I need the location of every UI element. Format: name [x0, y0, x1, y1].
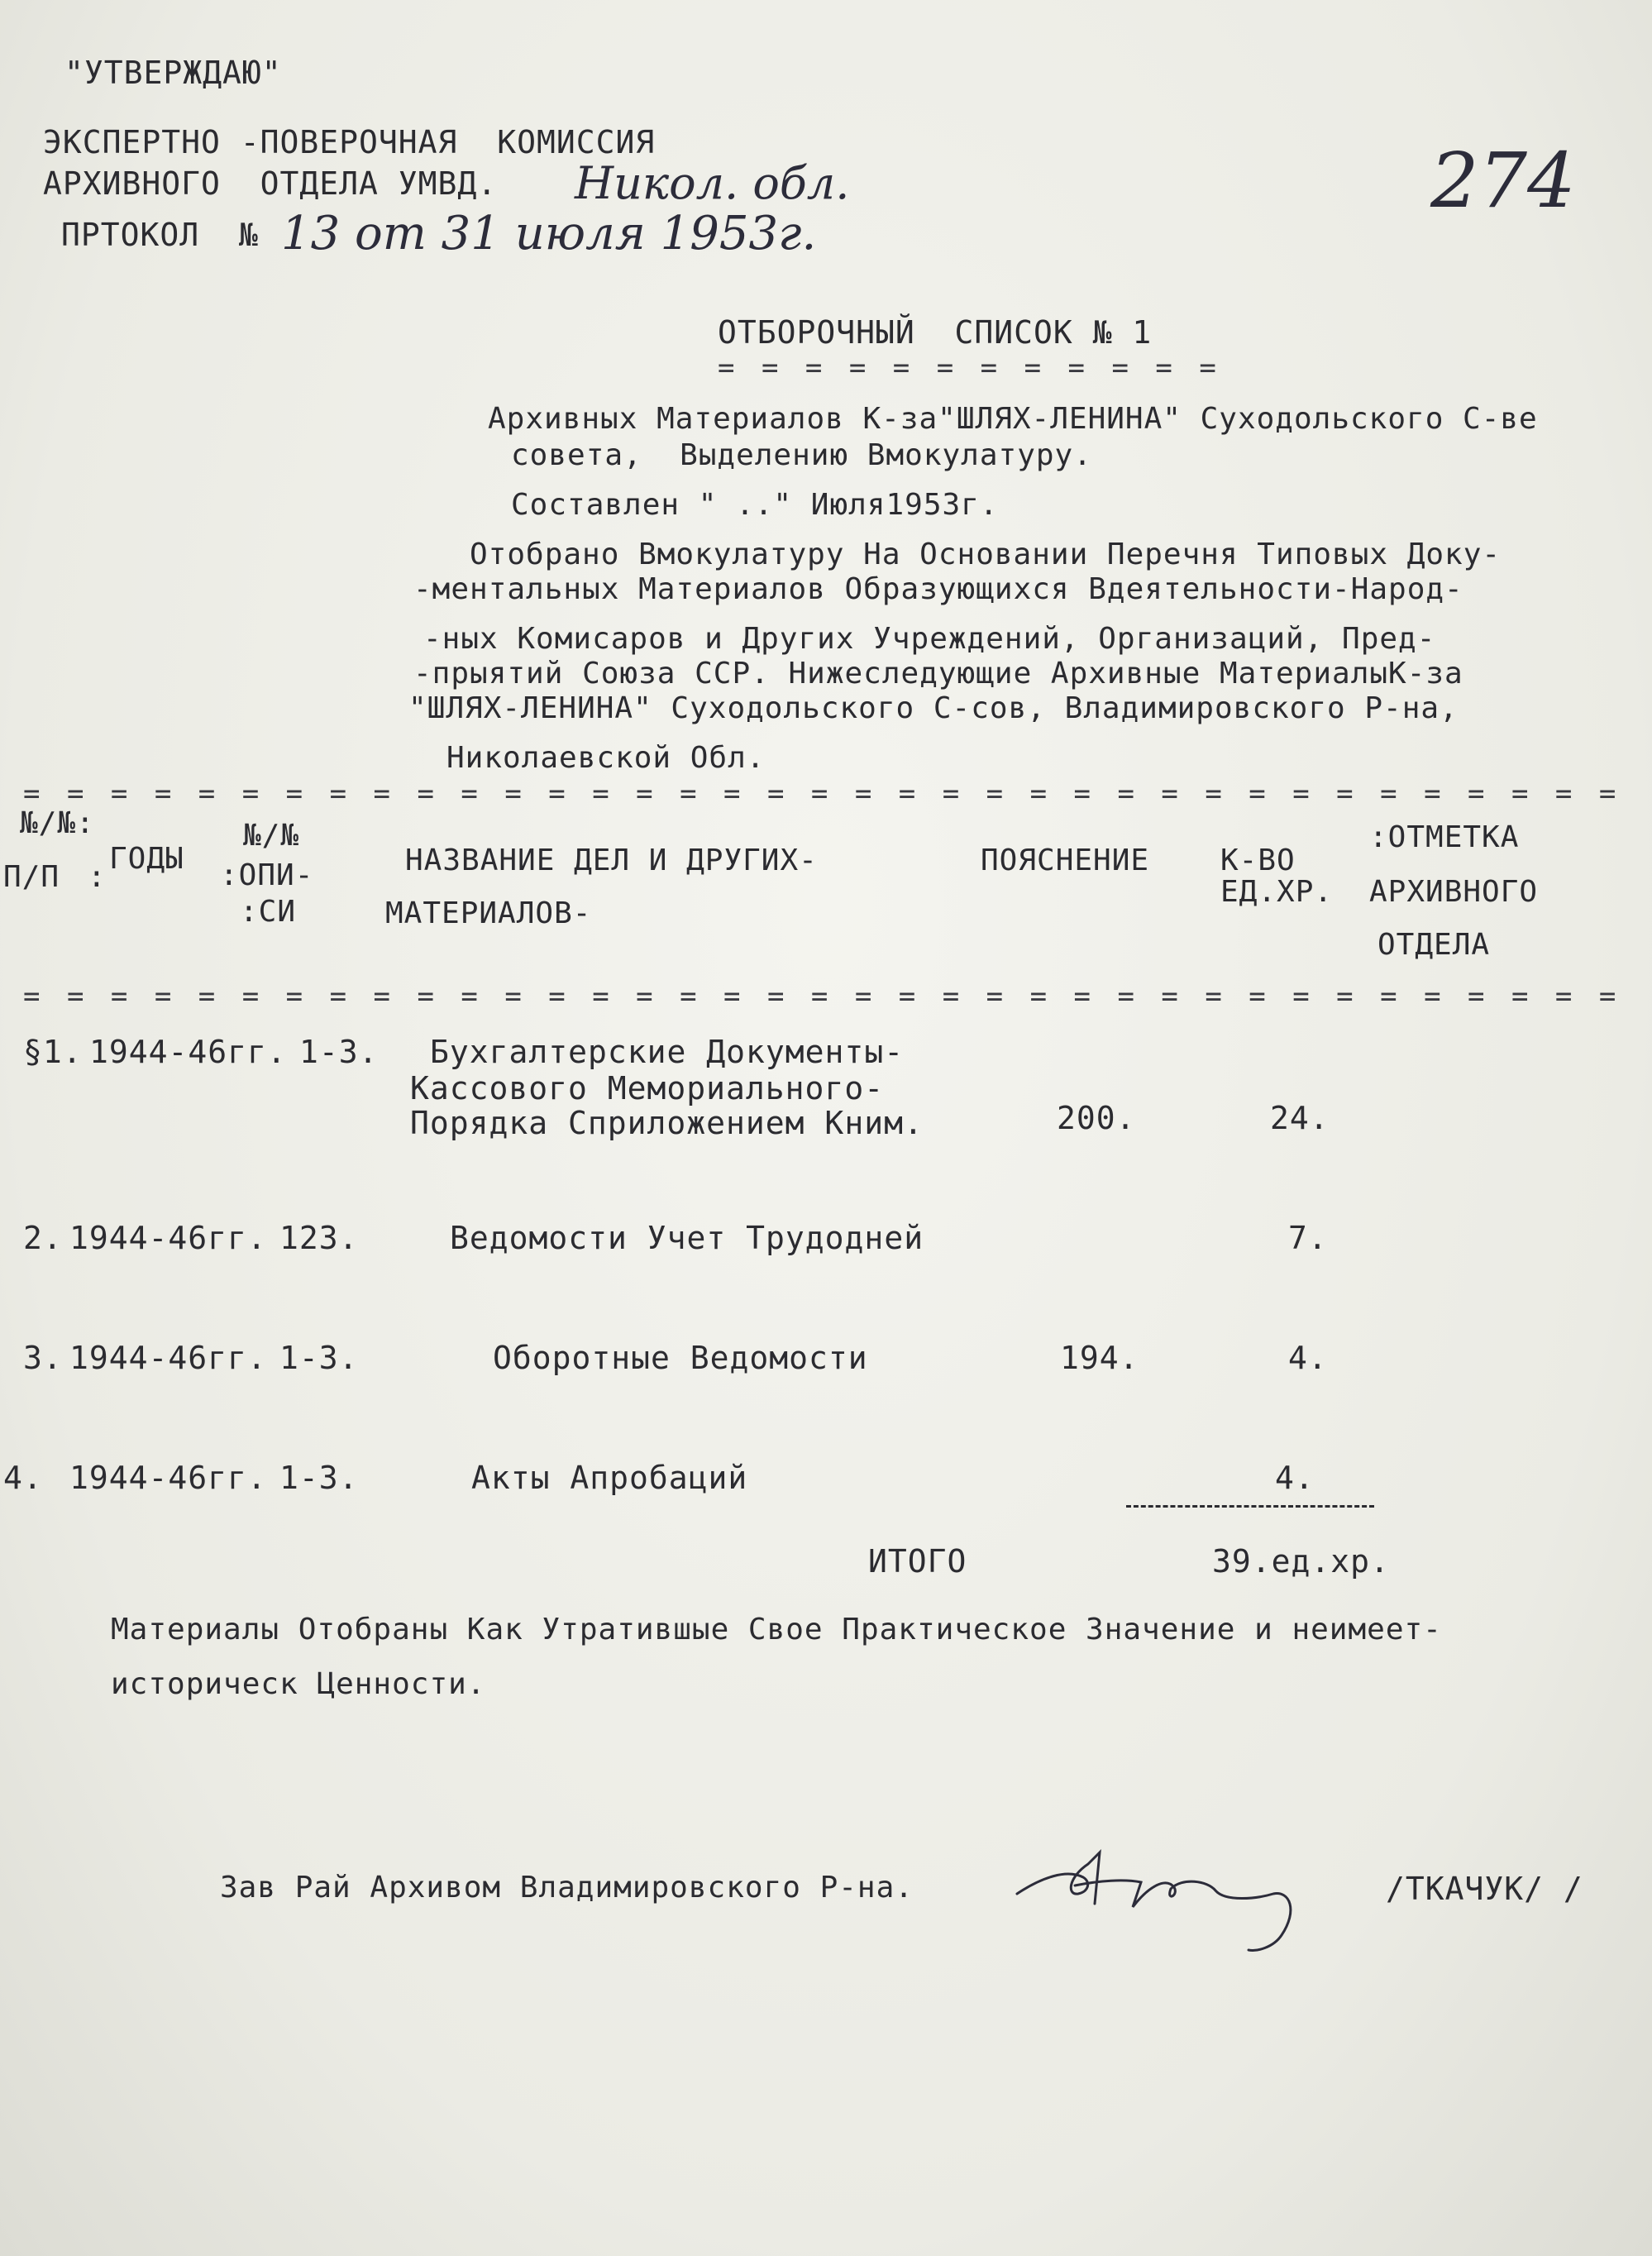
row-name-line1: Ведомости Учет Трудодней — [450, 1220, 924, 1256]
header-num-line1: №/№: — [20, 806, 95, 840]
header-opis-line3: :СИ — [240, 895, 297, 929]
row-name-line1: Акты Апробаций — [471, 1460, 748, 1496]
approval-stamp-title: "УТВЕРЖДАЮ" — [64, 55, 282, 91]
title-underline: = = = = = = = = = = = = — [718, 351, 1221, 385]
row-number: 3. — [23, 1340, 63, 1376]
intro-line-7: -прыятий Союза ССР. Нижеследующие Архивные МатериалыК-за — [413, 657, 1463, 691]
header-years: ГОДЫ — [109, 842, 184, 876]
table-header-bottom-rule: = = = = = = = = = = = = = = = = = = = = = = = = = = = = = = = = = = = = = — [23, 980, 1621, 1013]
header-opis-line2: :ОПИ- — [220, 858, 314, 892]
row-qty: 4. — [1275, 1460, 1315, 1496]
row-name-line1: Бухгалтерские Документы- — [430, 1034, 905, 1070]
signature-mark — [1009, 1828, 1323, 1960]
intro-line-4: Отобрано Вмокулатуру На Основании Перечня Типовых Доку- — [470, 538, 1502, 571]
approval-protocol-handwritten: 13 от 31 июля 1953г. — [281, 207, 817, 260]
header-qty-line1: К-ВО — [1220, 844, 1296, 877]
header-opis-line1: №/№ — [243, 819, 300, 853]
total-underline — [1126, 1505, 1374, 1508]
table-top-rule: = = = = = = = = = = = = = = = = = = = = = = = = = = = = = = = = = = = = = — [23, 777, 1621, 810]
row-name-line1: Оборотные Ведомости — [493, 1340, 868, 1376]
row-name-line3: Порядка Сприложением Кним. — [410, 1105, 924, 1141]
row-note: 200. — [1057, 1100, 1136, 1136]
signatory-position: Зав Рай Архивом Владимировского Р-на. — [220, 1871, 914, 1905]
intro-line-6: -ных Комисаров и Других Учреждений, Организаций, Пред- — [423, 622, 1436, 656]
total-value: 39.ед.хр. — [1212, 1543, 1390, 1580]
header-name-line2: МАТЕРИАЛОВ- — [385, 896, 592, 930]
row-qty: 7. — [1288, 1220, 1328, 1256]
row-opis: 1-3. — [279, 1340, 359, 1376]
conclusion-line-2: историческ Ценности. — [111, 1667, 486, 1701]
row-note: 194. — [1060, 1340, 1139, 1376]
intro-line-8: "ШЛЯХ-ЛЕНИНА" Суходольского С-сов, Владимировского Р-на, — [408, 691, 1459, 725]
row-name-line2: Кассового Мемориального- — [410, 1070, 885, 1106]
header-mark-line2: АРХИВНОГО — [1369, 875, 1539, 909]
approval-department: АРХИВНОГО ОТДЕЛА УМВД. — [43, 165, 498, 202]
row-number: 4. — [3, 1460, 43, 1496]
conclusion-line-1: Материалы Отобраны Как Утратившые Свое Практическое Значение и неимеет- — [111, 1613, 1442, 1647]
page-number-handwritten: 274 — [1430, 136, 1576, 225]
row-qty: 4. — [1288, 1340, 1328, 1376]
intro-line-5: -ментальных Материалов Образующихся Вдеятельности-Народ- — [413, 572, 1463, 606]
row-opis: 1-3. — [279, 1460, 359, 1496]
row-opis: 123. — [279, 1220, 359, 1256]
document-title: ОТБОРОЧНЫЙ СПИСОК № 1 — [718, 314, 1153, 351]
header-num-line2: П/П — [3, 860, 60, 894]
row-years: 1944-46гг. — [69, 1340, 267, 1376]
row-number: 2. — [23, 1220, 63, 1256]
approval-protocol: ПРТОКОЛ № — [61, 217, 259, 253]
header-qty-line2: ЕД.ХР. — [1220, 875, 1334, 909]
approval-commission: ЭКСПЕРТНО -ПОВЕРОЧНАЯ КОМИССИЯ — [43, 124, 656, 160]
row-years: 1944-46гг. — [69, 1460, 267, 1496]
total-label: ИТОГО — [868, 1543, 967, 1580]
signatory-name: /ТКАЧУК/ / — [1386, 1871, 1583, 1907]
intro-line-3: Составлен " .." Июля1953г. — [511, 488, 999, 522]
row-opis: 1-3. — [299, 1034, 379, 1070]
row-years: 1944-46гг. — [69, 1220, 267, 1256]
intro-line-9: Николаевской Обл. — [446, 741, 766, 775]
header-sep: : — [88, 860, 107, 894]
approval-region-handwritten: Никол. обл. — [575, 157, 850, 209]
intro-line-2: совета, Выделению Вмокулатуру. — [511, 438, 1092, 472]
header-name-line1: НАЗВАНИЕ ДЕЛ И ДРУГИХ- — [405, 844, 818, 877]
row-number: §1. — [23, 1034, 83, 1070]
header-note: ПОЯСНЕНИЕ — [981, 844, 1150, 877]
header-mark-line3: ОТДЕЛА — [1377, 928, 1491, 962]
header-mark-line1: :ОТМЕТКА — [1369, 820, 1520, 854]
intro-line-1: Архивных Материалов К-за"ШЛЯХ-ЛЕНИНА" Суходольского С-ве — [488, 402, 1538, 436]
row-years: 1944-46гг. — [89, 1034, 287, 1070]
row-qty: 24. — [1270, 1100, 1330, 1136]
